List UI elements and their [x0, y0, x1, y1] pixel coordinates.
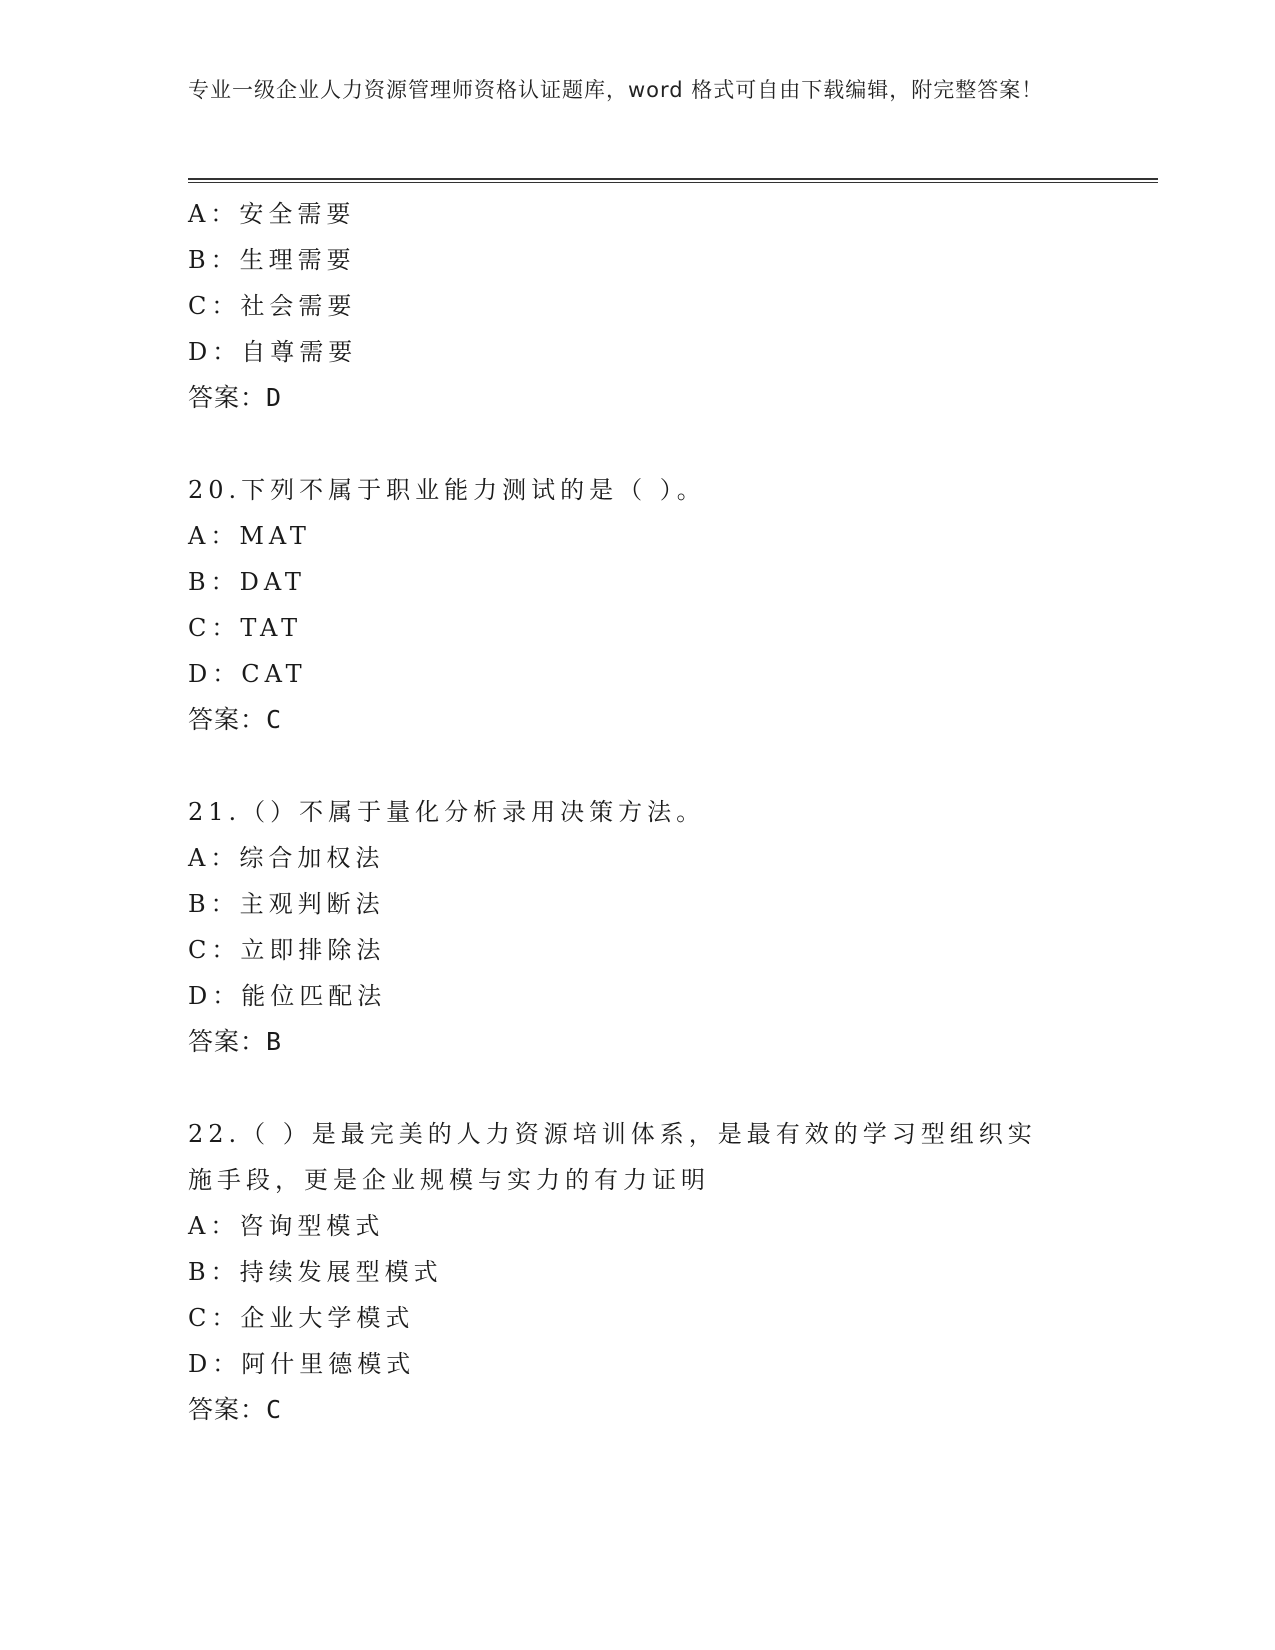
option-a: A：咨询型模式: [188, 1212, 385, 1240]
question-stem: 21.（）不属于量化分析录用决策方法。: [188, 798, 706, 826]
answer-line: 答案：D: [188, 383, 283, 412]
option-b: B：生理需要: [188, 246, 356, 274]
answer-line: 答案：C: [188, 705, 283, 734]
option-a: A：安全需要: [188, 200, 356, 228]
option-d: D：能位匹配法: [188, 982, 387, 1010]
spacer: [188, 743, 1088, 789]
question-list: [188, 191, 1088, 1433]
option-b: B：持续发展型模式: [188, 1258, 443, 1286]
option-c: C：TAT: [188, 614, 303, 642]
option-c: C：企业大学模式: [188, 1304, 415, 1332]
option-a: A：MAT: [188, 522, 311, 550]
question-21: [188, 789, 1088, 1065]
option-a: A：综合加权法: [188, 844, 385, 872]
option-d: D：阿什里德模式: [188, 1350, 416, 1378]
header-divider: [188, 178, 1158, 183]
spacer: [188, 421, 1088, 467]
option-d: D：自尊需要: [188, 338, 358, 366]
option-d: D：CAT: [188, 660, 307, 688]
question-19: [188, 191, 1088, 421]
option-b: B：DAT: [188, 568, 306, 596]
question-stem: 20.下列不属于职业能力测试的是（ ）。: [188, 476, 706, 504]
option-c: C：社会需要: [188, 292, 357, 320]
question-20: [188, 467, 1088, 743]
spacer: [188, 1065, 1088, 1111]
option-b: B：主观判断法: [188, 890, 385, 918]
question-22: [188, 1111, 1088, 1433]
answer-line: 答案：C: [188, 1395, 283, 1424]
option-c: C：立即排除法: [188, 936, 386, 964]
page-header: 专业一级企业人力资源管理师资格认证题库，word 格式可自由下载编辑，附完整答案！: [188, 78, 1044, 102]
answer-line: 答案：B: [188, 1027, 283, 1056]
question-stem: 22.（ ）是最完美的人力资源培训体系，是最有效的学习型组织实施手段，更是企业规模与实力的有力证明: [188, 1120, 1037, 1194]
